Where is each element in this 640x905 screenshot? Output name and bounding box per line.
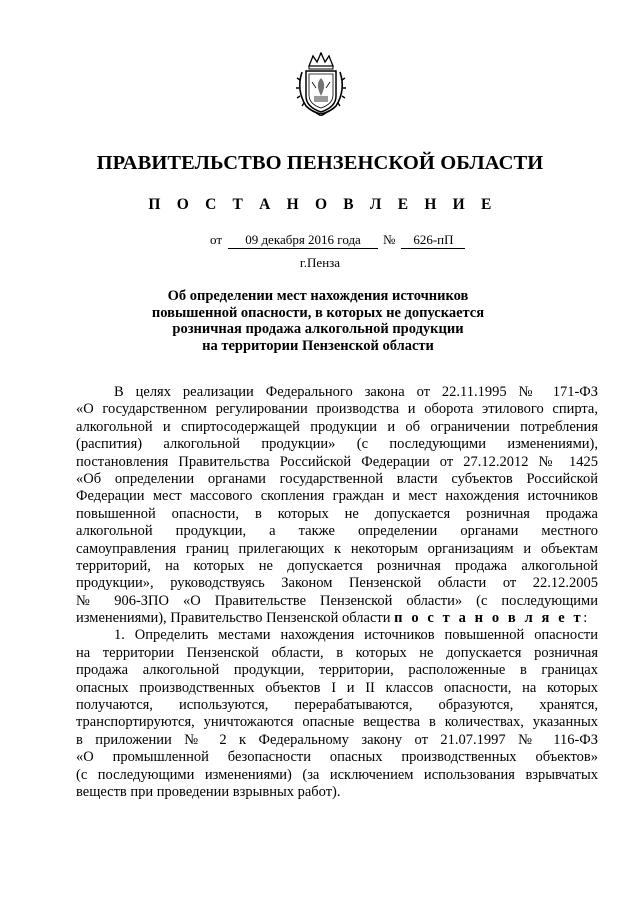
preamble-line: № 906-ЗПО «О Правительстве Пензенской области» (с последующими (76, 592, 598, 609)
resolves-colon: : (583, 610, 588, 627)
item1-line: в приложении № 2 к Федеральному закону от 21.07.1997 № 116-ФЗ (76, 731, 598, 748)
preamble-line: территорий, на которых не допускается розничная продажа алкогольной (76, 557, 598, 574)
item1-line: 1. Определить местами нахождения источников повышенной опасности (114, 627, 598, 644)
preamble-last-text: изменениями), Правительство Пензенской области (76, 610, 395, 627)
subject-line: розничная продажа алкогольной продукции (172, 321, 464, 337)
item1-line: получаются, используются, перерабатываются, образуются, хранятся, (76, 697, 598, 714)
document-number: 626-пП (401, 233, 465, 249)
date-prefix: от (210, 232, 223, 247)
date-number-line (210, 232, 465, 249)
coat-of-arms-icon (294, 52, 348, 116)
item1-line: продажа алкогольной продукции, территории, расположенные в границах (76, 662, 598, 679)
preamble-last-line (76, 610, 598, 627)
item1-line: веществ при проведении взрывных работ). (76, 783, 341, 800)
preamble-line: алкогольной продукции, а также определении органами местного (76, 523, 598, 540)
preamble-line: Федерации мест массового скопления граждан и мест нахождения источников (76, 488, 598, 505)
subject-line: повышенной опасности, в которых не допускается (151, 304, 485, 321)
subject-line: Об определении мест нахождения источников (167, 288, 469, 304)
document-body (76, 384, 598, 801)
preamble-line: самоуправления границ прилегающих к некоторым организациям и объектам (76, 540, 598, 557)
preamble-line: продукции», руководствуясь Законом Пензенской области от 22.12.2005 (76, 575, 598, 592)
document-date: 09 декабря 2016 года (228, 233, 378, 249)
city: г.Пенза (299, 255, 341, 270)
preamble-line: повышенной опасности, в которых не допускается розничная продажа (76, 505, 598, 522)
item1-line: транспортируются, уничтожаются опасные вещества в количествах, указанных (76, 714, 598, 731)
number-prefix: № (383, 232, 396, 247)
item1-line: «О промышленной безопасности опасных производственных объектов» (76, 749, 598, 766)
preamble-line: В целях реализации Федерального закона от 22.11.1995 № 171-ФЗ (114, 384, 598, 400)
government-title: ПРАВИТЕЛЬСТВО ПЕНЗЕНСКОЙ ОБЛАСТИ (96, 152, 544, 174)
item1-line: (с последующими изменениями) (за исключением использования взрывчатых (76, 766, 598, 783)
preamble-line: алкогольной и спиртосодержащей продукции и об ограничении потребления (76, 418, 598, 435)
item1-line: на территории Пензенской области, в которых не допускается розничная (76, 644, 598, 661)
preamble-line: «О государственном регулировании производства и оборота этилового спирта, (76, 401, 598, 418)
subject-line: на территории Пензенской области (202, 337, 434, 354)
document-subject (140, 288, 496, 354)
preamble-line: «Об определении органами государственной власти субъектов Российской (76, 470, 598, 487)
preamble-line: постановления Правительства Российской Федерации от 27.12.2012 № 1425 (76, 453, 598, 470)
document-type: П О С Т А Н О В Л Е Н И Е (148, 196, 498, 213)
item1-line: опасных производственных объектов I и II классов опасности, на которых (76, 679, 598, 696)
resolves-word: п о с т а н о в л я е т (394, 610, 584, 627)
preamble-line: (распития) алкогольной продукции» (с последующими изменениями), (76, 436, 598, 453)
